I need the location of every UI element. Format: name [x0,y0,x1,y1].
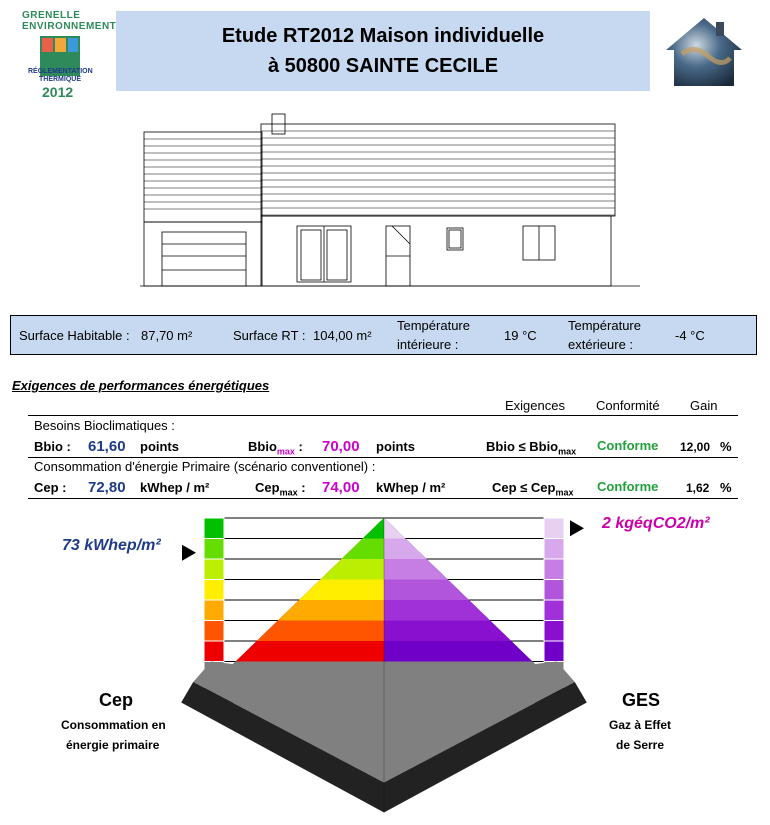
ges-marker-arrow [570,520,584,536]
ges-color-swatch [544,641,564,662]
cep-color-swatch [204,621,224,642]
cepmax-text: Cep [255,480,280,495]
logo-year: 2012 [42,84,74,100]
cep-marker-label: 73 kWhep/m² [62,537,161,554]
cep-req-sub: max [555,487,574,498]
perf-section-title: Exigences de performances énergétiques [12,378,270,393]
cep-value: 72,80 [88,479,126,496]
col-conformite: Conformité [596,398,660,413]
cep-label: Cep : [34,480,67,495]
temp-int-label-1: Température [397,318,470,333]
ges-color-swatch [544,518,564,539]
col-gain: Gain [690,398,718,413]
besoins-label: Besoins Bioclimatiques : [34,418,175,433]
house-elevation-drawing [140,110,640,290]
ges-color-swatch [544,559,564,580]
divider [28,498,738,499]
ges-sub-1: Gaz à Effet [609,718,672,732]
bbio-unit: points [140,439,179,454]
cep-gain: 1,62 [686,481,710,495]
surface-habitable-label: Surface Habitable : [19,328,130,343]
bbiomax-label [248,439,303,457]
ges-color-swatch [544,539,564,560]
conso-label: Consommation d'énergie Primaire (scénario conventionel) : [34,459,376,474]
cep-unit: kWhep / m² [140,480,210,495]
page-title-line1: Etude RT2012 Maison individuelle [221,25,545,47]
ges-color-swatch [544,600,564,621]
temp-int-value: 19 °C [504,328,537,343]
col-exigences: Exigences [505,398,565,413]
surface-rt-label: Surface RT : [233,328,306,343]
temp-ext-label-2: extérieure : [568,337,634,352]
cep-marker-arrow [182,545,196,561]
cepmax-label [255,480,306,498]
logo-mid-text: RÉGLEMENTATION THERMIQUE [28,68,93,83]
bbio-req-sub: max [558,446,577,457]
cep-requirement [492,480,574,498]
cep-req-text: Cep ≤ Cep [492,480,556,495]
cep-pct: % [720,480,732,495]
grenelle-logo [8,8,117,104]
bbio-requirement [486,439,576,457]
info-bar [10,315,757,355]
ges-marker-label: 2 kgéqCO2/m² [602,515,710,532]
cep-title: Cep [99,690,134,710]
cep-sub-1: Consommation en [61,718,166,732]
temp-int-label-2: intérieure : [397,337,459,352]
cep-color-swatch [204,518,224,539]
cep-conformity: Conforme [597,479,659,494]
ges-sub-2: de Serre [616,738,665,752]
earth-house-icon [664,14,744,90]
cep-sub-2: énergie primaire [66,738,160,752]
cepmax-unit: kWhep / m² [376,480,446,495]
page-title-line2: à 50800 SAINTE CECILE [267,55,499,77]
cep-color-swatch [204,539,224,560]
page-title-box [116,11,650,91]
bbiomax-value: 70,00 [322,438,360,455]
bbiomax-text: Bbio [248,439,277,454]
cep-color-swatch [204,580,224,601]
bbiomax-unit: points [376,439,415,454]
ges-color-swatch [544,580,564,601]
cepmax-colon: : [301,480,306,495]
bbio-req-text: Bbio ≤ Bbio [486,439,559,454]
bbio-value: 61,60 [88,438,126,455]
divider [28,415,738,416]
cepmax-value: 74,00 [322,479,360,496]
ges-color-swatch [544,621,564,642]
surface-rt-value: 104,00 m² [313,328,372,343]
cep-color-swatch [204,600,224,621]
bbio-pct: % [720,439,732,454]
logo-top-text: GRENELLE ENVIRONNEMENT [22,10,117,32]
bbio-label: Bbio : [34,439,71,454]
bbiomax-sub: max [276,446,295,457]
surface-habitable-value: 87,70 m² [141,328,193,343]
bbio-conformity: Conforme [597,438,659,453]
cep-color-swatch [204,559,224,580]
divider [28,457,738,458]
bbio-gain: 12,00 [680,440,711,454]
bbiomax-colon: : [298,439,303,454]
temp-ext-value: -4 °C [675,328,705,343]
cepmax-sub: max [279,487,298,498]
cep-color-swatch [204,641,224,662]
temp-ext-label-1: Température [568,318,641,333]
energy-pyramid-diagram [0,510,770,820]
ges-title: GES [622,690,661,710]
